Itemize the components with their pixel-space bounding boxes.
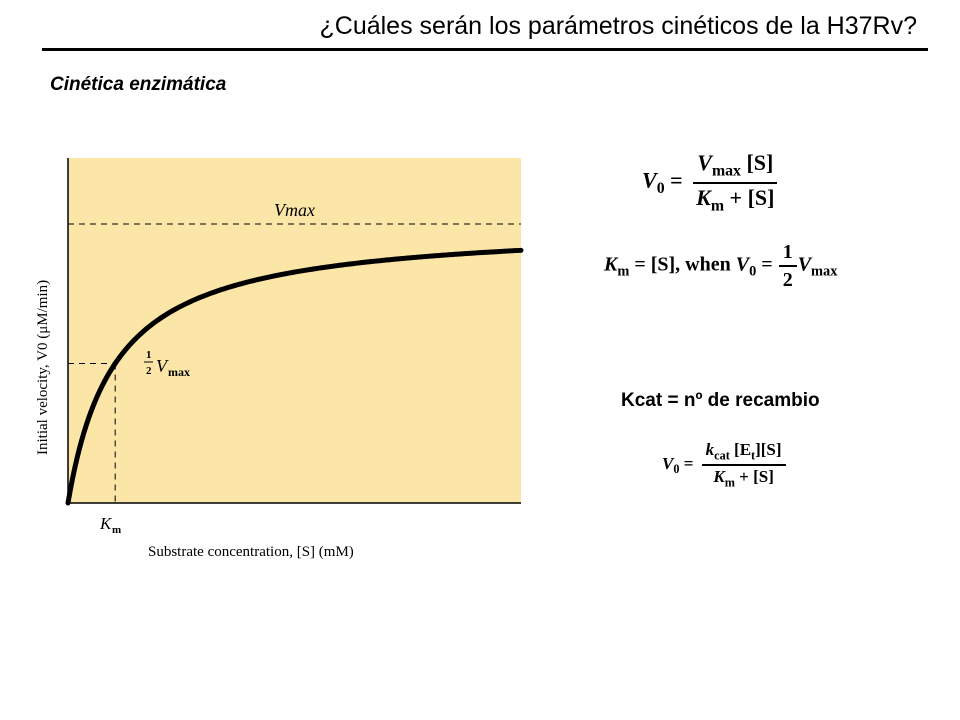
kcat-fraction: $\frac{k_{cat} [E_t][S]}{K_m + [S]}$: [702, 440, 786, 490]
kcat-definition: Kcat = nº de recambio: [621, 390, 820, 411]
vmax-label: Vmax: [274, 200, 315, 220]
kcat-equation: $V_0$ = $\frac{k_{cat} [E_t][S]}{K_m + [S]}$: [662, 440, 790, 490]
michaelis-menten-equation: $V_0$ = $\frac{V_{max} [S]}{K_m + [S]}$: [642, 150, 782, 215]
km-tick-label: [99, 514, 121, 536]
svg-text:V: V: [156, 356, 167, 376]
x-axis-label: Substrate concentration, [S] (mM): [148, 544, 354, 560]
slide-title: ¿Cuáles serán los parámetros cinéticos de la H37Rv?: [319, 12, 917, 40]
svg-text:m: m: [112, 524, 122, 536]
svg-text:1: 1: [146, 349, 152, 361]
y-axis-label: Initial velocity, V0 (μM/min): [35, 279, 51, 455]
mm-fraction: $\frac{V_{max} [S]}{K_m + [S]}$: [692, 150, 778, 215]
svg-text:max: max: [168, 365, 190, 379]
half-fraction: $\frac{1}{2}$: [779, 240, 797, 292]
svg-text:2: 2: [146, 365, 152, 377]
svg-text:K: K: [100, 514, 112, 533]
slide-subtitle: Cinética enzimática: [50, 74, 227, 95]
km-definition-equation: $K_m = [S]$, when $V_0$ = $\frac{1}{2}$ $V_{max}$: [604, 241, 838, 291]
